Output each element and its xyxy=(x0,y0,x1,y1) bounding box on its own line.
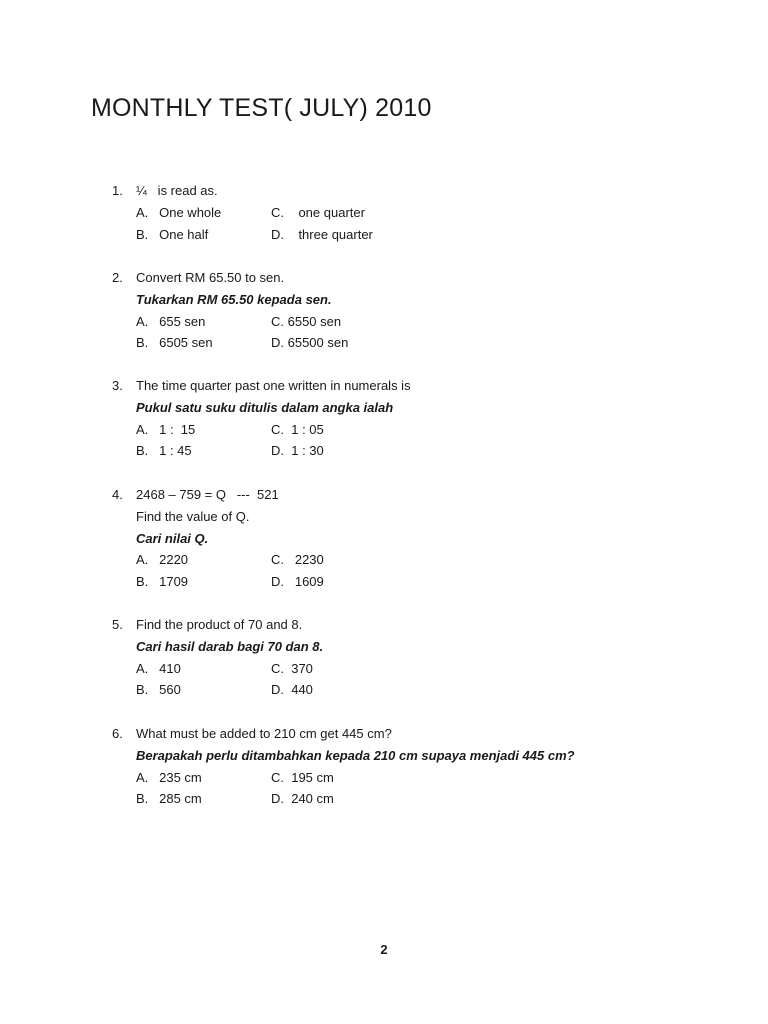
question-number: 2. xyxy=(112,270,123,285)
options xyxy=(112,767,575,811)
question-text-malay: Cari hasil darab bagi 70 dan 8. xyxy=(136,638,324,654)
question-text-malay: Berapakah perlu ditambahkan kepada 210 cm supaya menjadi 445 cm? xyxy=(136,747,575,763)
option-d: D. three quarter xyxy=(271,226,373,242)
question-1 xyxy=(112,180,471,245)
option-d: D. 240 cm xyxy=(271,791,334,807)
option-a: A. 2220 xyxy=(136,552,189,568)
page-title: MONTHLY TEST( JULY) 2010 xyxy=(91,94,432,122)
page-number: 2 xyxy=(380,942,388,957)
question-3 xyxy=(112,375,471,462)
option-b: B. 6505 sen xyxy=(136,335,213,351)
question-2 xyxy=(112,267,471,354)
options xyxy=(112,658,471,702)
question-text: Convert RM 65.50 to sen. xyxy=(136,270,285,285)
option-d: D. 1609 xyxy=(271,574,324,590)
question-number: 1. xyxy=(112,183,123,198)
question-5 xyxy=(112,614,471,701)
question-number: 6. xyxy=(112,726,123,741)
option-d: D. 1 : 30 xyxy=(271,443,324,459)
question-4 xyxy=(112,484,471,593)
question-number: 3. xyxy=(112,378,123,393)
option-a: A. 410 xyxy=(136,660,181,676)
option-c: C. 370 xyxy=(271,660,313,676)
question-text-english: Find the value of Q. xyxy=(136,508,250,524)
question-text: Find the product of 70 and 8. xyxy=(136,617,303,632)
option-c: C. 195 cm xyxy=(271,769,334,785)
option-a: A. 235 cm xyxy=(136,769,202,785)
question-6 xyxy=(112,723,575,810)
options xyxy=(112,202,471,246)
option-d: D. 440 xyxy=(271,682,313,698)
option-c: C. 6550 sen xyxy=(271,313,342,329)
options xyxy=(112,311,471,355)
option-b: B. 1709 xyxy=(136,574,189,590)
options xyxy=(112,549,471,593)
question-number: 4. xyxy=(112,487,123,502)
option-d: D. 65500 sen xyxy=(271,335,349,351)
question-text: The time quarter past one written in numerals is xyxy=(136,378,411,393)
option-a: A. 1 : 15 xyxy=(136,421,196,437)
option-a: A. 655 sen xyxy=(136,313,206,329)
option-c: C. one quarter xyxy=(271,204,365,220)
question-number: 5. xyxy=(112,617,123,632)
option-a: A. One whole xyxy=(136,204,222,220)
question-text-malay: Tukarkan RM 65.50 kepada sen. xyxy=(136,291,332,307)
question-text-malay: Cari nilai Q. xyxy=(136,530,209,546)
option-b: B. 285 cm xyxy=(136,791,202,807)
option-b: B. One half xyxy=(136,226,209,242)
question-text: 2468 – 759 = Q --- 521 xyxy=(136,487,279,502)
option-b: B. 1 : 45 xyxy=(136,443,192,459)
question-text: What must be added to 210 cm get 445 cm? xyxy=(136,726,392,741)
question-text-malay: Pukul satu suku ditulis dalam angka ialah xyxy=(136,399,394,415)
option-b: B. 560 xyxy=(136,682,181,698)
options xyxy=(112,419,471,463)
option-c: C. 1 : 05 xyxy=(271,421,324,437)
question-text: ¼ is read as. xyxy=(136,183,218,198)
option-c: C. 2230 xyxy=(271,552,324,568)
